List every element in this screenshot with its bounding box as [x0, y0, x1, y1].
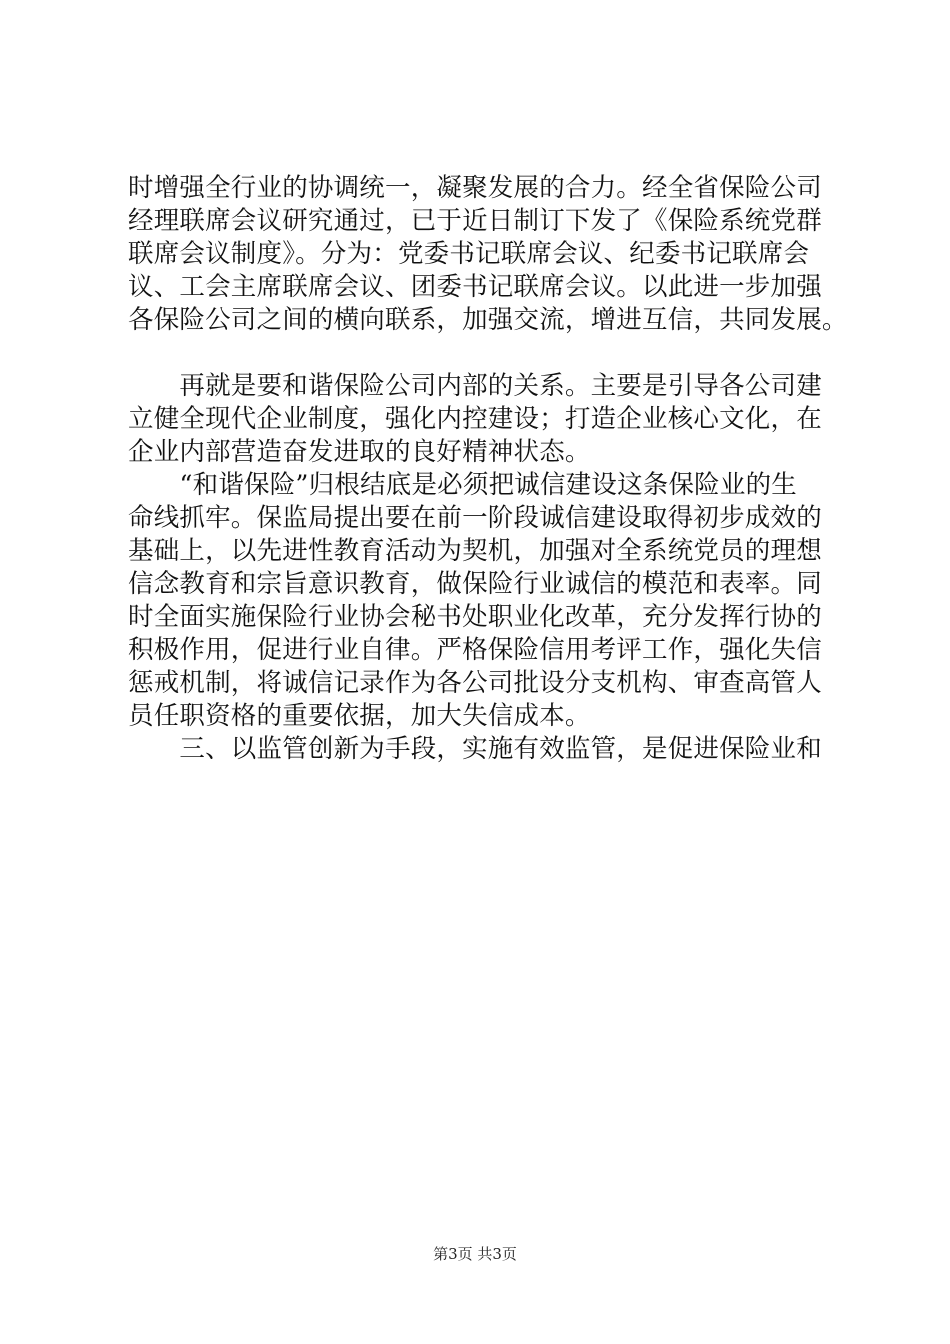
text-line: 各保险公司之间的横向联系，加强交流，增进互信，共同发展。	[128, 305, 848, 335]
page-number-footer: 第3页 共3页	[433, 1245, 517, 1263]
text-line: 惩戒机制，将诚信记录作为各公司批设分支机构、审查高管人	[128, 668, 822, 698]
document-body	[128, 172, 848, 766]
text-line: 信念教育和宗旨意识教育，做保险行业诚信的模范和表率。同	[128, 569, 822, 599]
text-line: 再就是要和谐保险公司内部的关系。主要是引导各公司建	[128, 371, 822, 401]
text-line: 时增强全行业的协调统一，凝聚发展的合力。经全省保险公司	[128, 173, 822, 203]
paragraph-2	[128, 370, 828, 469]
text-line: 三、以监管创新为手段，实施有效监管，是促进保险业和	[128, 734, 822, 764]
text-line: 企业内部营造奋发进取的良好精神状态。	[128, 437, 591, 467]
text-line: 员任职资格的重要依据，加大失信成本。	[128, 701, 591, 731]
text-line: 积极作用，促进行业自律。严格保险信用考评工作，强化失信	[128, 635, 822, 665]
paragraph-spacer	[128, 337, 828, 370]
paragraph-4	[128, 733, 828, 766]
text-line: 经理联席会议研究通过，已于近日制订下发了《保险系统党群	[128, 206, 822, 236]
text-line: 命线抓牢。保监局提出要在前一阶段诚信建设取得初步成效的	[128, 503, 822, 533]
text-line: 议、工会主席联席会议、团委书记联席会议。以此进一步加强	[128, 272, 822, 302]
text-line: 时全面实施保险行业协会秘书处职业化改革，充分发挥行协的	[128, 602, 822, 632]
paragraph-1	[128, 172, 848, 337]
text-line: 立健全现代企业制度，强化内控建设；打造企业核心文化，在	[128, 404, 822, 434]
text-line: “和谐保险”归根结底是必须把诚信建设这条保险业的生	[128, 470, 797, 500]
paragraph-3	[128, 469, 828, 733]
text-line: 基础上，以先进性教育活动为契机，加强对全系统党员的理想	[128, 536, 822, 566]
text-line: 联席会议制度》。分为：党委书记联席会议、纪委书记联席会	[128, 239, 810, 269]
